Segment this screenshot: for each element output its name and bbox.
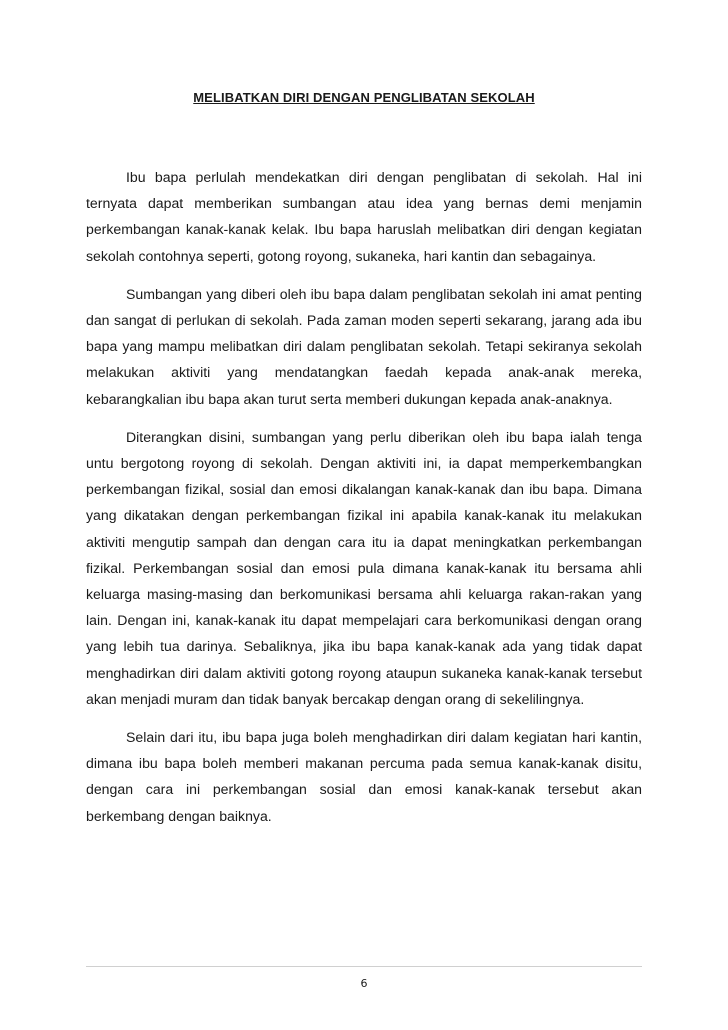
document-body [86,164,642,841]
paragraph-1: Ibu bapa perlulah mendekatkan diri dengan penglibatan di sekolah. Hal ini ternyata dapat memberikan sumbangan atau idea yang bernas demi menjamin perkembangan kanak-kanak kelak. Ibu bapa haruslah melibatkan diri dengan kegiatan sekolah contohnya seperti, gotong royong, sukaneka, hari kantin dan sebagainya. [86,169,642,264]
paragraph-4: Selain dari itu, ibu bapa juga boleh menghadirkan diri dalam kegiatan hari kantin, dimana ibu bapa boleh memberi makanan percuma pada semua kanak-kanak disitu, dengan cara ini perkembangan sosial dan emosi kanak-kanak tersebut akan berkembang dengan baiknya. [86,729,642,824]
document-title: MELIBATKAN DIRI DENGAN PENGLIBATAN SEKOLAH [193,90,535,105]
footer-divider [86,966,642,967]
paragraph-3: Diterangkan disini, sumbangan yang perlu diberikan oleh ibu bapa ialah tenga untu bergotong royong di sekolah. Dengan aktiviti ini, ia dapat memperkembangkan perkembangan fizikal, sosial dan emosi dikalangan kanak-kanak dan ibu bapa. Dimana yang dikatakan dengan perkembangan fizikal ini apabila kanak-kanak itu melakukan aktiviti mengutip sampah dan dengan cara itu ia dapat meningkatkan perkembangan fizikal. Perkembangan sosial dan emosi pula dimana kanak-kanak itu bersama ahli keluarga masing-masing dan berkomunikasi bersama ahli keluarga rakan-rakan yang lain. Dengan ini, kanak-kanak itu dapat mempelajari cara berkomunikasi dengan orang yang lebih tua darinya. Sebaliknya, jika ibu bapa kanak-kanak ada yang tidak dapat menghadirkan diri dalam aktiviti gotong royong ataupun sukaneka kanak-kanak tersebut akan menjadi muram dan tidak banyak bercakap dengan orang di sekelilingnya. [86,428,642,707]
paragraph-2: Sumbangan yang diberi oleh ibu bapa dalam penglibatan sekolah ini amat penting dan sangat di perlukan di sekolah. Pada zaman moden seperti sekarang, jarang ada ibu bapa yang mampu melibatkan diri dalam penglibatan sekolah. Tetapi sekiranya sekolah melakukan aktiviti yang mendatangkan faedah kepada anak-anak mereka, kebarangkalian ibu bapa akan turut serta memberi dukungan kepada anak-anaknya. [86,285,642,407]
page-number: 6 [360,977,368,990]
